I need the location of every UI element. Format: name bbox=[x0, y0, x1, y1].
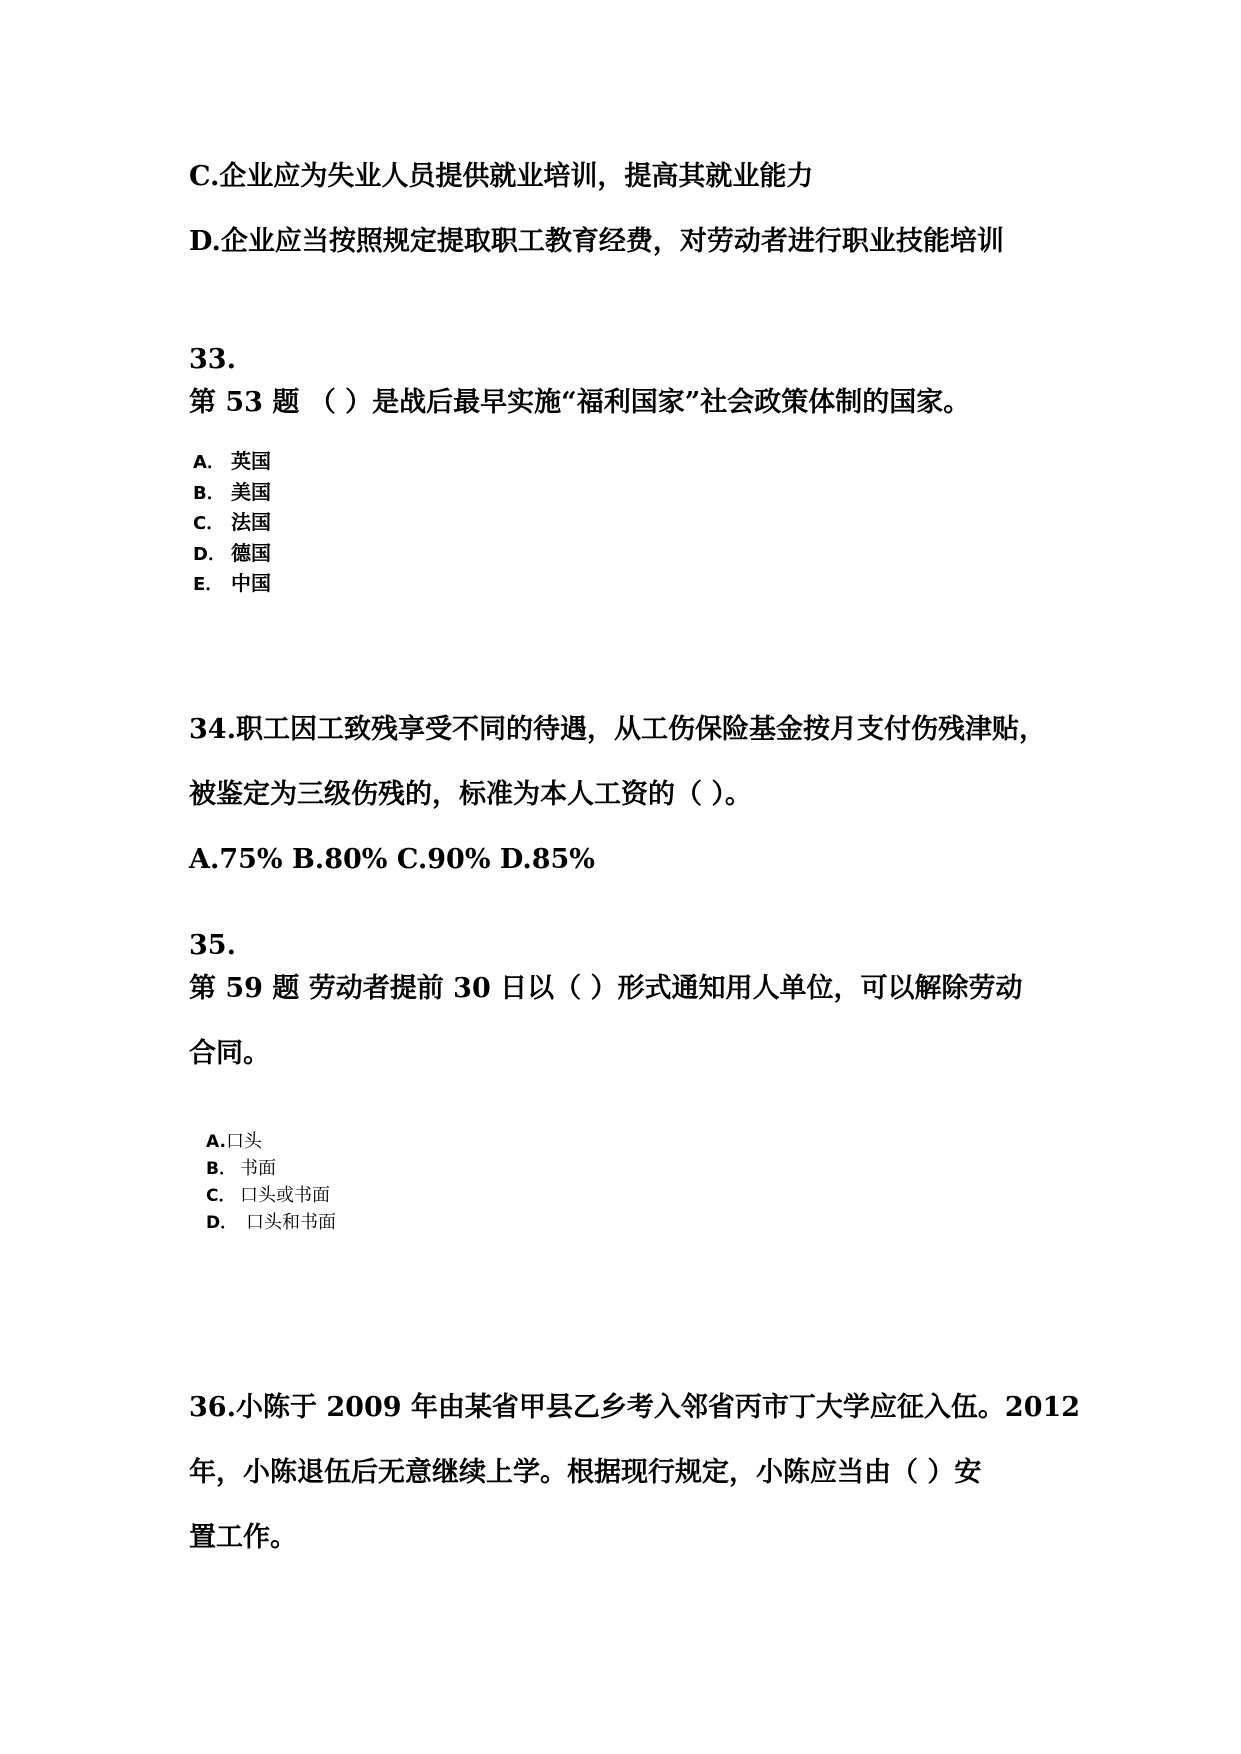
prev-option-d: D.企业应当按照规定提取职工教育经费，对劳动者进行职业技能培训 bbox=[189, 226, 1004, 257]
option-letter: E． bbox=[193, 574, 224, 595]
option-text: 中国 bbox=[231, 571, 271, 595]
option-letter: C． bbox=[193, 513, 225, 534]
option-letter: D． bbox=[206, 1213, 238, 1233]
q33-stem: 第 53 题 （ ）是战后最早实施“福利国家”社会政策体制的国家。 bbox=[189, 387, 971, 418]
q35-option-b bbox=[206, 1157, 276, 1181]
option-letter: C． bbox=[206, 1186, 236, 1206]
q36-stem-line3: 置工作。 bbox=[189, 1522, 297, 1553]
q33-option-d bbox=[193, 540, 271, 568]
q34-options: A.75% B.80% C.90% D.85% bbox=[189, 844, 595, 875]
option-text: 德国 bbox=[231, 541, 271, 565]
option-text: 口头或书面 bbox=[240, 1185, 330, 1206]
option-letter: A. bbox=[206, 1132, 226, 1152]
option-letter: B． bbox=[193, 483, 225, 504]
q35-option-c bbox=[206, 1184, 330, 1208]
option-text: 书面 bbox=[240, 1158, 276, 1179]
option-letter: B． bbox=[206, 1159, 236, 1179]
option-text: 法国 bbox=[231, 510, 271, 534]
option-text: 美国 bbox=[231, 480, 271, 504]
option-text: 英国 bbox=[231, 449, 271, 473]
q35-option-a bbox=[206, 1130, 262, 1154]
prev-option-c: C.企业应为失业人员提供就业培训，提高其就业能力 bbox=[189, 161, 814, 192]
option-letter: A． bbox=[193, 452, 225, 473]
q36-stem-line1: 36.小陈于 2009 年由某省甲县乙乡考入邻省丙市丁大学应征入伍。2012 bbox=[189, 1392, 1081, 1423]
q35-stem-line1: 第 59 题 劳动者提前 30 日以（ ）形式通知用人单位，可以解除劳动 bbox=[189, 973, 1023, 1004]
q33-number: 33. bbox=[189, 344, 236, 375]
q36-stem-line2: 年，小陈退伍后无意继续上学。根据现行规定，小陈应当由（ ）安 bbox=[189, 1457, 982, 1488]
option-text: 口头和书面 bbox=[246, 1212, 336, 1233]
q33-option-b bbox=[193, 479, 271, 507]
option-text: 口头 bbox=[225, 1131, 262, 1152]
q35-stem-line2: 合同。 bbox=[189, 1038, 270, 1069]
option-letter: D． bbox=[193, 544, 226, 565]
q35-number: 35. bbox=[189, 930, 236, 961]
q35-option-d bbox=[206, 1211, 336, 1235]
q34-stem-line2: 被鉴定为三级伤残的，标准为本人工资的（ ）。 bbox=[189, 779, 752, 810]
q34-stem-line1: 34.职工因工致残享受不同的待遇，从工伤保险基金按月支付伤残津贴， bbox=[189, 714, 1046, 745]
q33-option-e bbox=[193, 570, 271, 598]
q33-option-c bbox=[193, 509, 271, 537]
q33-option-a bbox=[193, 448, 271, 476]
